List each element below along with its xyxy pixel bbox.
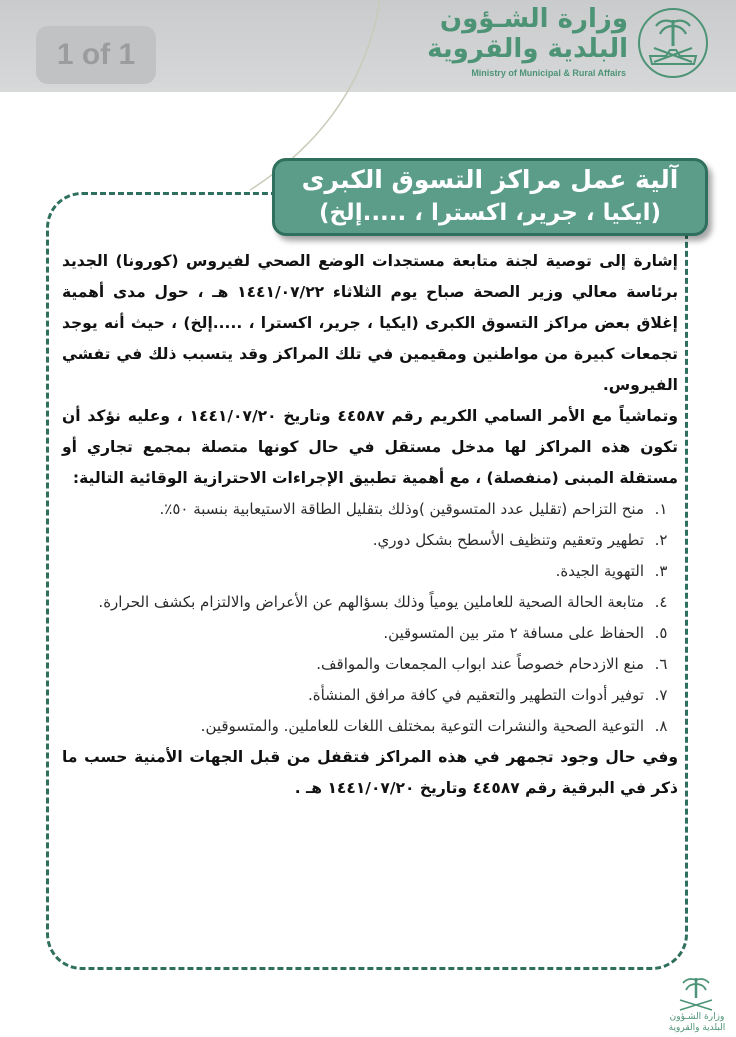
closing-paragraph: وفي حال وجود تجمهر في هذه المراكز فتقفل من قبل الجهات الأمنية حسب ما ذكر في البرقية رقم ٤٤٥٨٧ وتاريخ ١٤٤١/٠٧/٢٠ هـ . — [62, 748, 678, 797]
ministry-name-line1: وزارة الشـؤون — [439, 4, 628, 34]
footer-logo-text — [662, 1012, 732, 1034]
list-item — [62, 711, 678, 742]
item-number: ٦. — [654, 655, 668, 673]
order-paragraph: وتماشياً مع الأمر السامي الكريم رقم ٤٤٥٨٧ وتاريخ ١٤٤١/٠٧/٢٠ ، وعليه نؤكد أن تكون هذه المراكز لها مدخل مستقل في حال كونها متصلة بمجمع تجاري أو مستقلة المبنى (منفصلة) ، مع أهمية تطبيق الإجراءات الاحترازية الوقائية التالية: — [62, 407, 678, 487]
item-text: تطهير وتعقيم وتنظيف الأسطح بشكل دوري. — [372, 531, 644, 549]
ministry-logo-icon — [636, 6, 710, 80]
item-number: ٧. — [654, 686, 668, 704]
list-item — [62, 525, 678, 556]
list-item — [62, 587, 678, 618]
list-item — [62, 556, 678, 587]
page-title: آلية عمل مراكز التسوق الكبرى — [301, 165, 679, 194]
item-number: ٤. — [654, 593, 668, 611]
item-text: التهوية الجيدة. — [555, 562, 644, 580]
intro-paragraph: إشارة إلى توصية لجنة متابعة مستجدات الوضع الصحي لفيروس (كورونا) الجديد برئاسة معالي وزير الصحة صباح يوم الثلاثاء ١٤٤١/٠٧/٢٢ هـ ، حول مدى أهمية إغلاق بعض مراكز التسوق الكبرى (ايكيا ، جرير، اكسترا ، .....إلخ) ، حيث أنه يوجد تجمعات كبيرة من مواطنين ومقيمين في تلك المراكز وقد يتسبب ذلك في تفشي الفيروس. — [62, 252, 679, 394]
item-text: منع الازدحام خصوصاً عند ابواب المجمعات والمواقف. — [316, 655, 644, 673]
title-banner — [272, 158, 708, 236]
item-text: منح التزاحم (تقليل عدد المتسوقين )وذلك بتقليل الطاقة الاستيعابية بنسبة ٥٠٪. — [159, 500, 644, 518]
footer-logo-line2: البلدية والقروية — [668, 1023, 726, 1033]
list-item — [62, 680, 678, 711]
item-number: ٣. — [654, 562, 668, 580]
item-text: توفير أدوات التطهير والتعقيم في كافة مرافق المنشأة. — [307, 686, 644, 704]
document-body — [62, 246, 678, 804]
list-item — [62, 618, 678, 649]
item-number: ٨. — [654, 717, 668, 735]
measures-list — [62, 494, 678, 742]
list-item — [62, 494, 678, 525]
footer-logo-line1: وزارة الشـؤون — [669, 1012, 725, 1022]
item-number: ١. — [654, 500, 668, 518]
ministry-name-ar — [328, 4, 628, 64]
ministry-name-en: Ministry of Municipal & Rural Affairs — [471, 68, 626, 78]
item-number: ٢. — [654, 531, 668, 549]
item-text: التوعية الصحية والنشرات التوعية بمختلف اللغات للعاملين. والمتسوقين. — [200, 717, 644, 735]
item-text: متابعة الحالة الصحية للعاملين يومياً وذلك بسؤالهم عن الأعراض والالتزام بكشف الحرارة. — [98, 593, 644, 611]
list-item — [62, 649, 678, 680]
ministry-name-line2: البلدية والقروية — [427, 34, 628, 64]
page-subtitle: (ايكيا ، جرير، اكسترا ، .....إلخ) — [318, 200, 662, 226]
item-number: ٥. — [654, 624, 668, 642]
page-counter: 1 of 1 — [36, 26, 156, 84]
item-text: الحفاظ على مسافة ٢ متر بين المتسوقين. — [383, 624, 644, 642]
